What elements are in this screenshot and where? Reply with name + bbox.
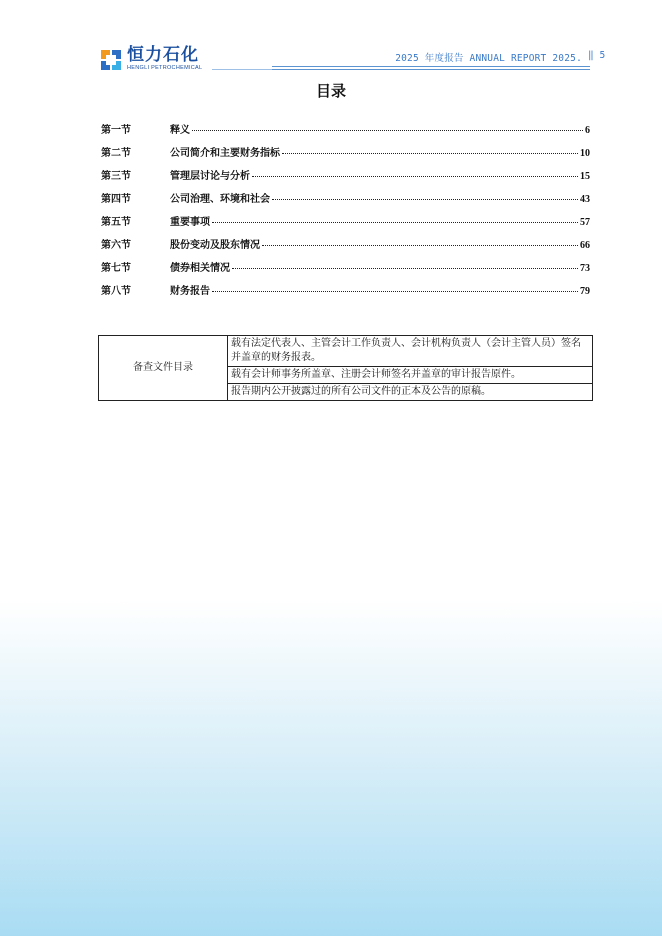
toc-leader-dots — [232, 268, 578, 269]
toc-entry[interactable] — [101, 190, 590, 213]
toc-section-number: 第三节 — [101, 171, 131, 182]
table-of-contents — [101, 121, 590, 305]
toc-section-number: 第六节 — [101, 240, 131, 251]
toc-section-title: 重要事项 — [170, 217, 210, 228]
toc-leader-dots — [262, 245, 578, 246]
toc-section-title: 债券相关情况 — [170, 263, 230, 274]
company-logo — [101, 46, 202, 72]
toc-entry[interactable] — [101, 167, 590, 190]
toc-section-title: 释义 — [170, 125, 190, 136]
toc-leader-dots — [272, 199, 578, 200]
reference-item: 载有法定代表人、主管会计工作负责人、会计机构负责人（会计主管人员）签名并盖章的财务报表。 — [228, 336, 593, 367]
toc-section-title: 公司治理、环境和社会 — [170, 194, 270, 205]
toc-entry[interactable] — [101, 213, 590, 236]
toc-section-number: 第五节 — [101, 217, 131, 228]
toc-page-number: 6 — [585, 125, 590, 136]
toc-page-number: 15 — [580, 171, 590, 182]
toc-section-number: 第八节 — [101, 286, 131, 297]
toc-page-number: 79 — [580, 286, 590, 297]
toc-entry[interactable] — [101, 282, 590, 305]
toc-section-title: 财务报告 — [170, 286, 210, 297]
logo-mark-icon — [101, 48, 123, 70]
header-rule-lower — [272, 69, 590, 70]
toc-page-number: 10 — [580, 148, 590, 159]
report-tag: 2025 年度报告 ANNUAL REPORT 2025. — [395, 53, 582, 64]
page-header — [0, 0, 662, 80]
toc-section-title: 公司简介和主要财务指标 — [170, 148, 280, 159]
toc-section-number: 第一节 — [101, 125, 131, 136]
toc-leader-dots — [212, 291, 578, 292]
toc-page-number: 43 — [580, 194, 590, 205]
toc-section-title: 股份变动及股东情况 — [170, 240, 260, 251]
toc-leader-dots — [252, 176, 578, 177]
toc-entry[interactable] — [101, 144, 590, 167]
logo-english-name: HENGLI PETROCHEMICAL — [127, 64, 203, 71]
page-marker: ‖ 5 — [588, 50, 606, 61]
toc-section-number: 第二节 — [101, 148, 131, 159]
toc-page-number: 57 — [580, 217, 590, 228]
reference-documents-table — [98, 335, 593, 401]
toc-section-title: 管理层讨论与分析 — [170, 171, 250, 182]
toc-leader-dots — [212, 222, 578, 223]
toc-leader-dots — [192, 130, 583, 131]
toc-page-number: 73 — [580, 263, 590, 274]
reference-item: 载有会计师事务所盖章、注册会计师签名并盖章的审计报告原件。 — [228, 367, 593, 384]
toc-entry[interactable] — [101, 121, 590, 144]
page-title: 目录 — [315, 82, 346, 100]
table-row — [99, 336, 593, 367]
toc-section-number: 第四节 — [101, 194, 131, 205]
header-rule-upper — [272, 66, 590, 67]
toc-page-number: 66 — [580, 240, 590, 251]
toc-leader-dots — [282, 153, 578, 154]
toc-entry[interactable] — [101, 236, 590, 259]
toc-entry[interactable] — [101, 259, 590, 282]
reference-item: 报告期内公开披露过的所有公司文件的正本及公告的原稿。 — [228, 384, 593, 401]
logo-chinese-name: 恒力石化 — [127, 44, 199, 65]
reference-label: 备查文件目录 — [99, 336, 228, 401]
toc-section-number: 第七节 — [101, 263, 131, 274]
